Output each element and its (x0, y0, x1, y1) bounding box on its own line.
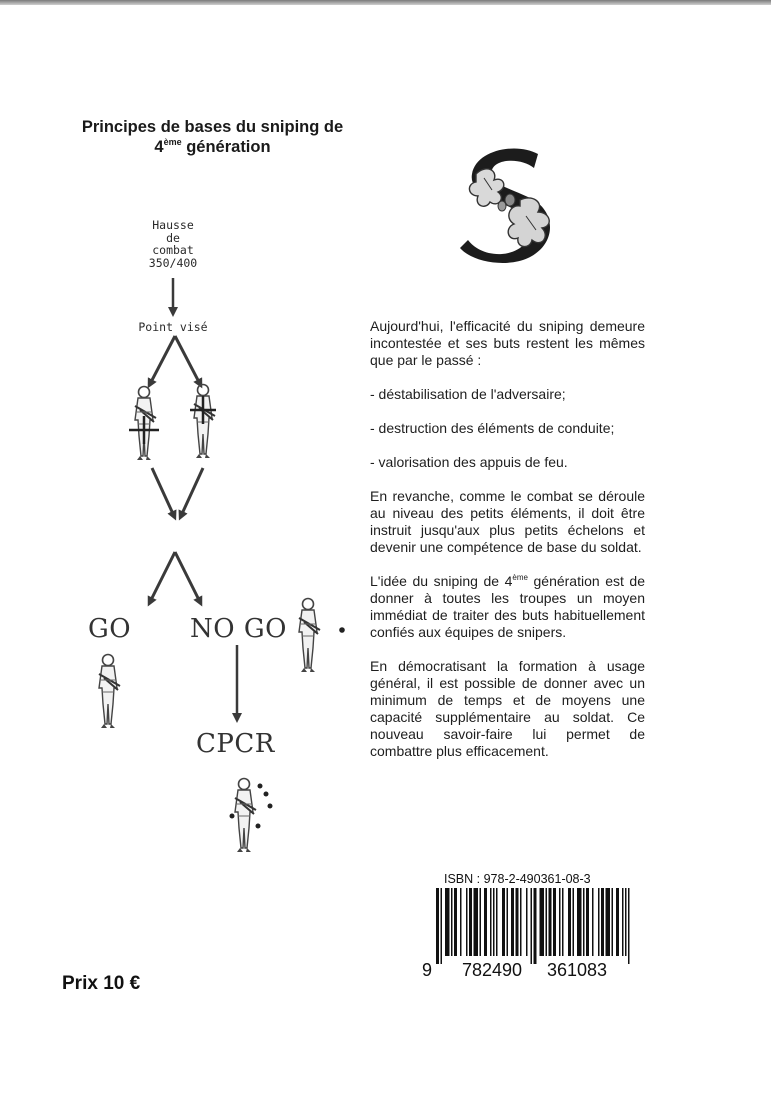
hausse-line: Hausse (152, 218, 194, 232)
barcode-bar (469, 888, 472, 956)
barcode-bar (534, 888, 537, 964)
soldier-target-hit-icon (129, 387, 159, 461)
barcode-bars (422, 888, 640, 964)
barcode-bar (616, 888, 619, 956)
title-line-1: Principes de bases du sniping de (81, 118, 344, 136)
barcode-bar (583, 888, 585, 956)
title-line-2: génération (181, 138, 271, 156)
cpcr-label: CPCR (196, 729, 275, 759)
barcode-bar (625, 888, 627, 956)
paragraph-3 (370, 573, 645, 641)
barcode-bar (592, 888, 594, 956)
barcode-bar (490, 888, 492, 956)
barcode-bar (484, 888, 487, 956)
barcode-bar (507, 888, 509, 956)
barcode-bar (546, 888, 548, 956)
barcode-bar (466, 888, 468, 956)
title-ordinal: 4 (154, 138, 164, 156)
barcode-bar (601, 888, 604, 956)
hausse-label (128, 219, 218, 269)
barcode-bar (559, 888, 561, 956)
barcode-bar (460, 888, 462, 956)
bullet-item: - déstabilisation de l'adversaire; (370, 386, 566, 402)
hausse-line: 350/400 (148, 255, 198, 270)
barcode-bar (445, 888, 450, 956)
paragraph-3-rest: génération est de donner à toutes les troupes un moyen immédiat de traiter des buts habituellement confiés aux équipes de snipers. (370, 573, 645, 640)
hausse-line: de (166, 230, 180, 245)
barcode-bar (474, 888, 479, 956)
cover-title (40, 117, 385, 157)
barcode-bar (586, 888, 589, 956)
barcode-bar (516, 888, 519, 956)
paragraph-2: En revanche, comme le combat se déroule au niveau des petits éléments, il doit être instruit jusqu'aux plus petits échelons et devenir une compétence de base du soldat. (370, 488, 645, 555)
paragraph-4: En démocratisant la formation à usage général, il est possible de donner avec un minimum de temps et de moyens une capacité supplémentaire au soldat. Ce nouveau savoir-faire lui permet de combattre plus efficacement. (370, 658, 645, 759)
barcode-bar (577, 888, 582, 956)
barcode-bar (598, 888, 600, 956)
bullet-item: - destruction des éléments de conduite; (370, 420, 615, 436)
barcode-bar (451, 888, 453, 956)
go-label: GO (88, 614, 132, 644)
bullet-item: - valorisation des appuis de feu. (370, 454, 568, 470)
barcode-bar (568, 888, 571, 956)
barcode-left-digits: 782490 (462, 960, 523, 980)
arrows-merge (152, 468, 203, 516)
arrows-split-2 (150, 552, 200, 602)
barcode-bar (562, 888, 564, 956)
barcode-bar (441, 888, 443, 964)
back-cover-text (370, 318, 645, 777)
barcode-bar (622, 888, 624, 956)
isbn-label: ISBN : 978-2-490361-08-3 (444, 872, 591, 886)
barcode-right-digits: 361083 (547, 960, 608, 980)
barcode-bar (454, 888, 457, 956)
barcode-bar (502, 888, 505, 956)
barcode-bar (526, 888, 528, 956)
barcode-bar (493, 888, 495, 956)
price-label: Prix 10 € (62, 973, 141, 994)
barcode-bar (496, 888, 498, 956)
oak-leaf-s-icon (446, 140, 576, 270)
soldier-cpcr-icon (230, 779, 273, 853)
barcode-bar (628, 888, 630, 964)
soldier-nogo-icon (299, 599, 345, 673)
hausse-line: combat (152, 243, 194, 257)
point-vise-label: Point visé (138, 320, 208, 334)
isbn-barcode (422, 872, 640, 992)
barcode-bar (606, 888, 611, 956)
barcode-bar (612, 888, 614, 956)
barcode-bar (549, 888, 552, 956)
soldier-target-hold-icon (190, 385, 216, 459)
title-ordinal-sup: ème (163, 137, 182, 147)
top-edge-rule (0, 0, 771, 5)
barcode-first-digit: 9 (422, 960, 433, 980)
barcode-bar (553, 888, 556, 956)
barcode-bar (520, 888, 522, 956)
barcode-bar (531, 888, 533, 964)
paragraph-3-start: L'idée du sniping de 4 (370, 573, 513, 589)
no-go-label: NO GO (190, 614, 287, 644)
barcode-bar (511, 888, 514, 956)
barcode-bar (436, 888, 439, 964)
barcode-bar (540, 888, 545, 956)
intro-paragraph: Aujourd'hui, l'efficacité du sniping demeure incontestée et ses buts restent les mêmes que par le passé : (370, 318, 645, 368)
barcode-bar (480, 888, 482, 956)
soldier-go-icon (99, 655, 120, 729)
arrows-split-1 (150, 336, 200, 384)
paragraph-3-sup: ème (512, 573, 528, 582)
barcode-bar (573, 888, 575, 956)
